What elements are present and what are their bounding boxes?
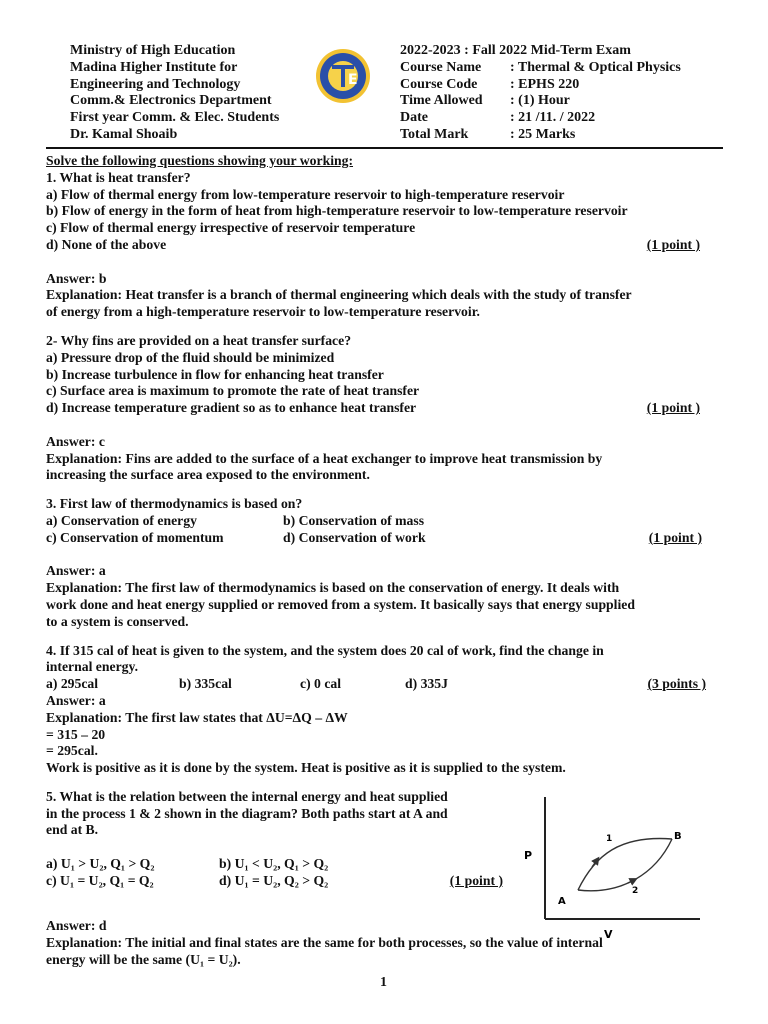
path-1-label: 1 [606, 834, 613, 844]
explanation-line: of energy from a high-temperature reservoir to low-temperature reservoir. [46, 304, 480, 320]
path-2 [578, 839, 672, 891]
info-row: Total Mark : 25 Marks [400, 126, 576, 142]
answer: Answer: c [46, 433, 105, 449]
question-4: 4. If 315 cal of heat is given to the system, and the system does 20 cal of work, find the change in [46, 642, 604, 658]
question-4-cont: internal energy. [46, 659, 138, 675]
explanation-line: work done and heat energy supplied or removed from a system. It basically says that energy supplied [46, 596, 635, 612]
option: d) 335J [405, 676, 448, 692]
arrow-icon [628, 880, 634, 883]
option: b) U₁ < U₂, Q₁ > Q₂ [219, 856, 329, 872]
header-line: First year Comm. & Elec. Students [70, 110, 280, 126]
option: c) U₁ = U₂, Q₁ = Q₂ [46, 872, 154, 888]
option: a) Flow of thermal energy from low-temperature reservoir to high-temperature reservoir [46, 186, 565, 202]
option: a) Pressure drop of the fluid should be minimized [46, 349, 335, 365]
points-label: (1 point ) [646, 400, 700, 416]
answer: Answer: b [46, 270, 107, 286]
option: d) U₁ = U₂, Q₂ > Q₂ [219, 872, 329, 888]
option: b) Increase turbulence in flow for enhancing heat transfer [46, 366, 384, 382]
p-axis-label: P [524, 849, 533, 862]
info-row: Course Name : Thermal & Optical Physics [400, 59, 681, 75]
question-3: 3. First law of thermodynamics is based on? [46, 496, 303, 512]
option-row [46, 676, 706, 693]
explanation-line: = 315 – 20 [46, 726, 106, 742]
point-a-label: A [558, 896, 566, 907]
points-label: (1 point ) [648, 529, 702, 545]
option: b) Conservation of mass [283, 512, 425, 528]
header-line: Engineering and Technology [70, 76, 241, 92]
option: c) Conservation of momentum [46, 529, 224, 545]
answer: Answer: d [46, 918, 107, 934]
question-2: 2- Why fins are provided on a heat transfer surface? [46, 332, 352, 348]
option-row [46, 400, 706, 417]
question-5-cont: in the process 1 & 2 shown in the diagram? Both paths start at A and [46, 805, 448, 821]
option: a) U₁ > U₂, Q₁ > Q₂ [46, 856, 155, 872]
option: b) 335cal [179, 676, 232, 692]
points-label: (3 points ) [647, 676, 706, 692]
exam-info-block [400, 43, 730, 144]
header-line: Ministry of High Education [70, 43, 236, 58]
option: c) Flow of thermal energy irrespective of reservoir temperature [46, 220, 416, 236]
explanation-line: Explanation: The first law states that ΔU=ΔQ – ΔW [46, 709, 348, 725]
explanation-line: Work is positive as it is done by the system. Heat is positive as it is supplied to the system. [46, 760, 566, 776]
option: d) None of the above [46, 236, 167, 252]
option: d) Increase temperature gradient so as to enhance heat transfer [46, 400, 417, 416]
option-row [46, 530, 706, 547]
explanation-line: increasing the surface area exposed to the environment. [46, 467, 370, 483]
explanation-line: Explanation: The initial and final states are the same for both processes, so the value of internal [46, 935, 603, 951]
explanation-line: Explanation: Heat transfer is a branch of thermal engineering which deals with the study of transfer [46, 287, 632, 303]
institution-block [70, 43, 330, 144]
header-line: Madina Higher Institute for [70, 59, 238, 75]
question-5: 5. What is the relation between the internal energy and heat supplied [46, 788, 448, 804]
question-1: 1. What is heat transfer? [46, 169, 191, 185]
info-row: Time Allowed : (1) Hour [400, 93, 570, 109]
info-row: Course Code : EPHS 220 [400, 76, 580, 92]
option-row [46, 237, 706, 254]
pv-diagram [520, 795, 705, 945]
option: c) 0 cal [300, 676, 342, 692]
option: b) Flow of energy in the form of heat from high-temperature reservoir to low-temperature reservoir [46, 203, 628, 219]
path-2-label: 2 [632, 886, 639, 896]
answer: Answer: a [46, 692, 106, 708]
page-number: 1 [380, 975, 387, 990]
institute-logo [315, 48, 371, 104]
header-line: Dr. Kamal Shoaib [70, 126, 178, 142]
option-row [46, 513, 706, 530]
header-line: Comm.& Electronics Department [70, 93, 272, 109]
option: a) Conservation of energy [46, 512, 197, 528]
points-label: (1 point ) [646, 236, 700, 252]
instructions: Solve the following questions showing your working: [46, 153, 354, 168]
option: d) Conservation of work [283, 529, 426, 545]
points-label: (1 point ) [449, 872, 503, 888]
option: c) Surface area is maximum to promote the rate of heat transfer [46, 383, 420, 399]
header-divider [46, 147, 723, 149]
explanation-line: Explanation: The first law of thermodynamics is based on the conservation of energy. It deals with [46, 580, 620, 596]
explanation-line: = 295cal. [46, 743, 98, 759]
answer: Answer: a [46, 563, 106, 579]
logo-letter: E [348, 72, 358, 88]
info-row: Date : 21 /11. / 2022 [400, 110, 596, 126]
point-b-label: B [674, 831, 682, 842]
explanation-line: energy will be the same (U₁ = U₂). [46, 952, 241, 968]
question-5-cont: end at B. [46, 822, 99, 838]
explanation-line: Explanation: Fins are added to the surface of a heat exchanger to improve heat transmission by [46, 450, 603, 466]
explanation-line: to a system is conserved. [46, 613, 189, 629]
path-1 [578, 838, 672, 890]
option: a) 295cal [46, 676, 99, 692]
exam-title: 2022-2023 : Fall 2022 Mid-Term Exam [400, 43, 631, 58]
v-axis-label: V [604, 928, 613, 941]
